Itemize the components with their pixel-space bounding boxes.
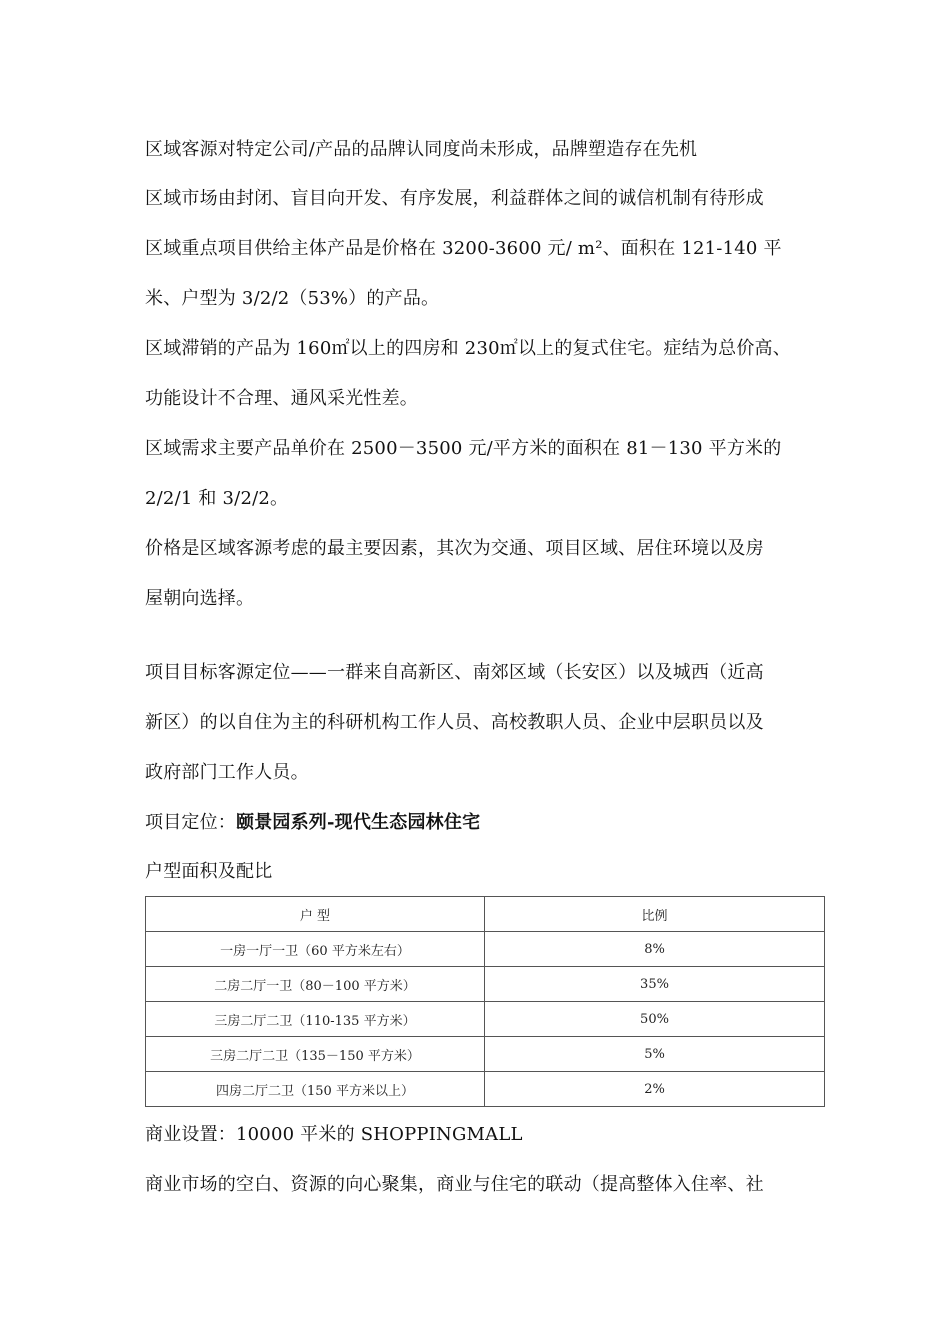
- cell-unit-type: 一房一厅一卫（60 平方米左右）: [146, 932, 485, 967]
- paragraph-target-line2: 新区）的以自住为主的科研机构工作人员、高校教职人员、企业中层职员以及: [145, 712, 764, 733]
- paragraph-demand-line1: 区域需求主要产品单价在 2500－3500 元/平方米的面积在 81－130 平方米的: [145, 438, 782, 459]
- paragraph-commercial-benefit: 商业市场的空白、资源的向心聚集，商业与住宅的联动（提高整体入住率、社: [145, 1174, 764, 1195]
- table-row: [146, 1072, 825, 1107]
- paragraph-price-line1: 价格是区域客源考虑的最主要因素，其次为交通、项目区域、居住环境以及房: [145, 538, 764, 559]
- table-row: [146, 1037, 825, 1072]
- paragraph-target-line1: 项目目标客源定位——一群来自高新区、南郊区域（长安区）以及城西（近高: [145, 662, 764, 683]
- table-caption: 户型面积及配比: [145, 861, 273, 882]
- paragraph-unsold-line2: 功能设计不合理、通风采光性差。: [145, 388, 418, 409]
- table-row: [146, 1002, 825, 1037]
- positioning-value: 颐景园系列-现代生态园林住宅: [236, 812, 481, 833]
- paragraph-price-line2: 屋朝向选择。: [145, 588, 255, 609]
- table-header-row: [146, 897, 825, 932]
- cell-unit-type: 三房二厅二卫（135－150 平方米）: [146, 1037, 485, 1072]
- cell-unit-type: 四房二厅二卫（150 平方米以上）: [146, 1072, 485, 1107]
- cell-unit-type: 二房二厅一卫（80－100 平方米）: [146, 967, 485, 1002]
- positioning-label: 项目定位：: [145, 812, 236, 833]
- cell-ratio: 2%: [485, 1072, 825, 1107]
- paragraph-supply-line2: 米、户型为 3/2/2（53%）的产品。: [145, 288, 440, 309]
- project-positioning: [145, 812, 480, 834]
- cell-ratio: 35%: [485, 967, 825, 1002]
- table-row: [146, 932, 825, 967]
- paragraph-market: 区域市场由封闭、盲目向开发、有序发展，利益群体之间的诚信机制有待形成: [145, 188, 764, 209]
- paragraph-supply-line1: 区域重点项目供给主体产品是价格在 3200-3600 元/ m²、面积在 121-140 平: [145, 238, 782, 259]
- unit-ratio-table: [145, 896, 825, 1107]
- paragraph-commercial-setting: 商业设置：10000 平米的 SHOPPINGMALL: [145, 1124, 523, 1145]
- table-row: [146, 967, 825, 1002]
- paragraph-brand: 区域客源对特定公司/产品的品牌认同度尚未形成，品牌塑造存在先机: [145, 139, 698, 160]
- header-unit-type: 户 型: [146, 897, 485, 932]
- cell-ratio: 8%: [485, 932, 825, 967]
- paragraph-demand-line2: 2/2/1 和 3/2/2。: [145, 488, 289, 509]
- paragraph-unsold-line1: 区域滞销的产品为 160㎡以上的四房和 230㎡以上的复式住宅。症结为总价高、: [145, 338, 791, 359]
- cell-ratio: 5%: [485, 1037, 825, 1072]
- cell-unit-type: 三房二厅二卫（110-135 平方米）: [146, 1002, 485, 1037]
- paragraph-target-line3: 政府部门工作人员。: [145, 762, 309, 783]
- header-ratio: 比例: [485, 897, 825, 932]
- cell-ratio: 50%: [485, 1002, 825, 1037]
